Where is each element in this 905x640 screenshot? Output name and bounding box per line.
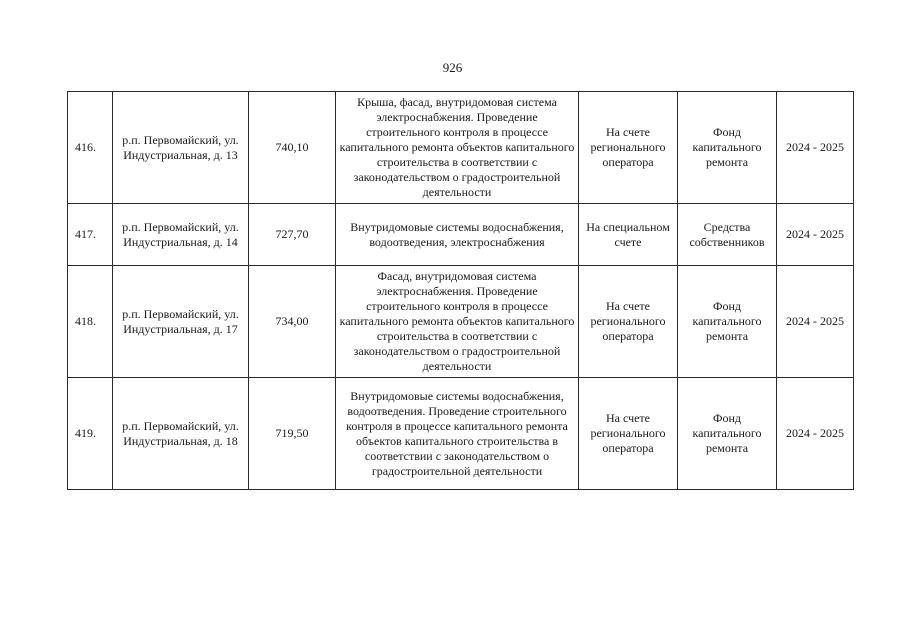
account-cell: На счете регионального оператора <box>579 266 678 378</box>
area-cell: 734,00 <box>249 266 336 378</box>
capital-repair-table <box>67 91 854 490</box>
period-cell: 2024 - 2025 <box>777 266 854 378</box>
funding-source-cell: Фонд капитального ремонта <box>678 378 777 490</box>
table-row <box>68 204 854 266</box>
funding-source-cell: Фонд капитального ремонта <box>678 92 777 204</box>
account-cell: На счете регионального оператора <box>579 92 678 204</box>
account-cell: На счете регионального оператора <box>579 378 678 490</box>
row-number: 418. <box>68 266 113 378</box>
row-number: 416. <box>68 92 113 204</box>
period-cell: 2024 - 2025 <box>777 92 854 204</box>
row-number: 419. <box>68 378 113 490</box>
work-cell: Внутридомовые системы водоснабжения, водоотведения. Проведение строительного контроля в процессе капитального ремонта объектов капитального строительства в соответствии с законодательством о градостроительной деятельности <box>336 378 579 490</box>
table-row <box>68 266 854 378</box>
period-cell: 2024 - 2025 <box>777 204 854 266</box>
work-cell: Крыша, фасад, внутридомовая система электроснабжения. Проведение строительного контроля в процессе капитального ремонта объектов капитального строительства в соответствии с законодательством о градостроительной деятельности <box>336 92 579 204</box>
address-cell: р.п. Первомайский, ул. Индустриальная, д. 14 <box>113 204 249 266</box>
table-row <box>68 378 854 490</box>
address-cell: р.п. Первомайский, ул. Индустриальная, д. 13 <box>113 92 249 204</box>
account-cell: На специальном счете <box>579 204 678 266</box>
area-cell: 740,10 <box>249 92 336 204</box>
address-cell: р.п. Первомайский, ул. Индустриальная, д. 17 <box>113 266 249 378</box>
page-number: 926 <box>442 60 463 75</box>
period-cell: 2024 - 2025 <box>777 378 854 490</box>
area-cell: 727,70 <box>249 204 336 266</box>
table-row <box>68 92 854 204</box>
work-cell: Внутридомовые системы водоснабжения, водоотведения, электроснабжения <box>336 204 579 266</box>
funding-source-cell: Средства собственников <box>678 204 777 266</box>
row-number: 417. <box>68 204 113 266</box>
address-cell: р.п. Первомайский, ул. Индустриальная, д. 18 <box>113 378 249 490</box>
funding-source-cell: Фонд капитального ремонта <box>678 266 777 378</box>
area-cell: 719,50 <box>249 378 336 490</box>
work-cell: Фасад, внутридомовая система электроснабжения. Проведение строительного контроля в процессе капитального ремонта объектов капитального строительства в соответствии с законодательством о градостроительной деятельности <box>336 266 579 378</box>
